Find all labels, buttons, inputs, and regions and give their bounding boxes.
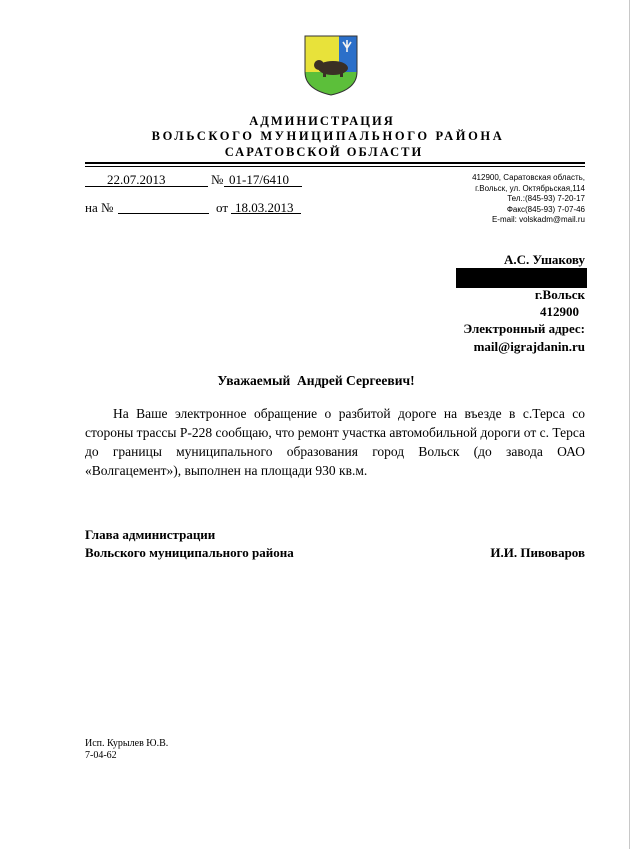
- contact-phone: Тел.:(845-93) 7-20-17: [507, 194, 585, 204]
- redacted-block: [456, 268, 587, 288]
- executor-phone: 7-04-62: [85, 750, 117, 761]
- letter-date: 22.07.2013: [107, 172, 166, 187]
- contact-fax: Факс(845-93) 7-07-46: [506, 204, 585, 214]
- number-label: №: [211, 172, 224, 187]
- contact-street: г.Вольск, ул. Октябрьская,114: [475, 183, 585, 193]
- org-title-line1: АДМИНИСТРАЦИЯ: [249, 114, 395, 128]
- header-rule-thick: [85, 162, 585, 164]
- addressee-email: mail@igrajdanin.ru: [473, 339, 585, 354]
- coat-of-arms-icon: [303, 34, 359, 96]
- addressee-city: г.Вольск: [534, 287, 585, 302]
- signatory-title-line1: Глава администрации: [85, 527, 216, 542]
- from-date: 18.03.2013: [235, 200, 294, 215]
- letter-number: 01-17/6410: [229, 172, 289, 187]
- contact-email: E-mail: volskadm@mail.ru: [491, 215, 585, 225]
- addressee-name: А.С. Ушакову: [503, 252, 585, 267]
- salutation: Уважаемый Андрей Сергеевич!: [217, 373, 415, 388]
- reply-to-underline: [118, 213, 209, 214]
- reply-to-label: на №: [85, 200, 114, 215]
- signatory-title-line2: Вольского муниципального района: [85, 545, 294, 560]
- contact-block: [472, 173, 585, 226]
- letter-body: На Ваше электронное обращение о разбитой дороге на въезде в с.Терса со стороны трассы Р-228 сообщаю, что ремонт участка автомобильной дороги от с. Терса до границы муниципального образования город Вольск (до завода ОАО «Волгацемент»), выполнен на площади 930 кв.м.: [85, 406, 585, 478]
- from-label: от: [216, 200, 229, 215]
- contact-address: 412900, Саратовская область,: [472, 173, 585, 182]
- signatory-name: И.И. Пивоваров: [490, 545, 585, 560]
- org-title-line2: ВОЛЬСКОГО МУНИЦИПАЛЬНОГО РАЙОНА: [151, 129, 505, 143]
- header-rule-thin: [85, 166, 585, 167]
- addressee-email-label: Электронный адрес:: [463, 321, 585, 336]
- addressee-postcode: 412900: [540, 304, 579, 319]
- org-title-line3: САРАТОВСКОЙ ОБЛАСТИ: [224, 145, 424, 159]
- executor-name: Исп. Курылев Ю.В.: [85, 738, 169, 749]
